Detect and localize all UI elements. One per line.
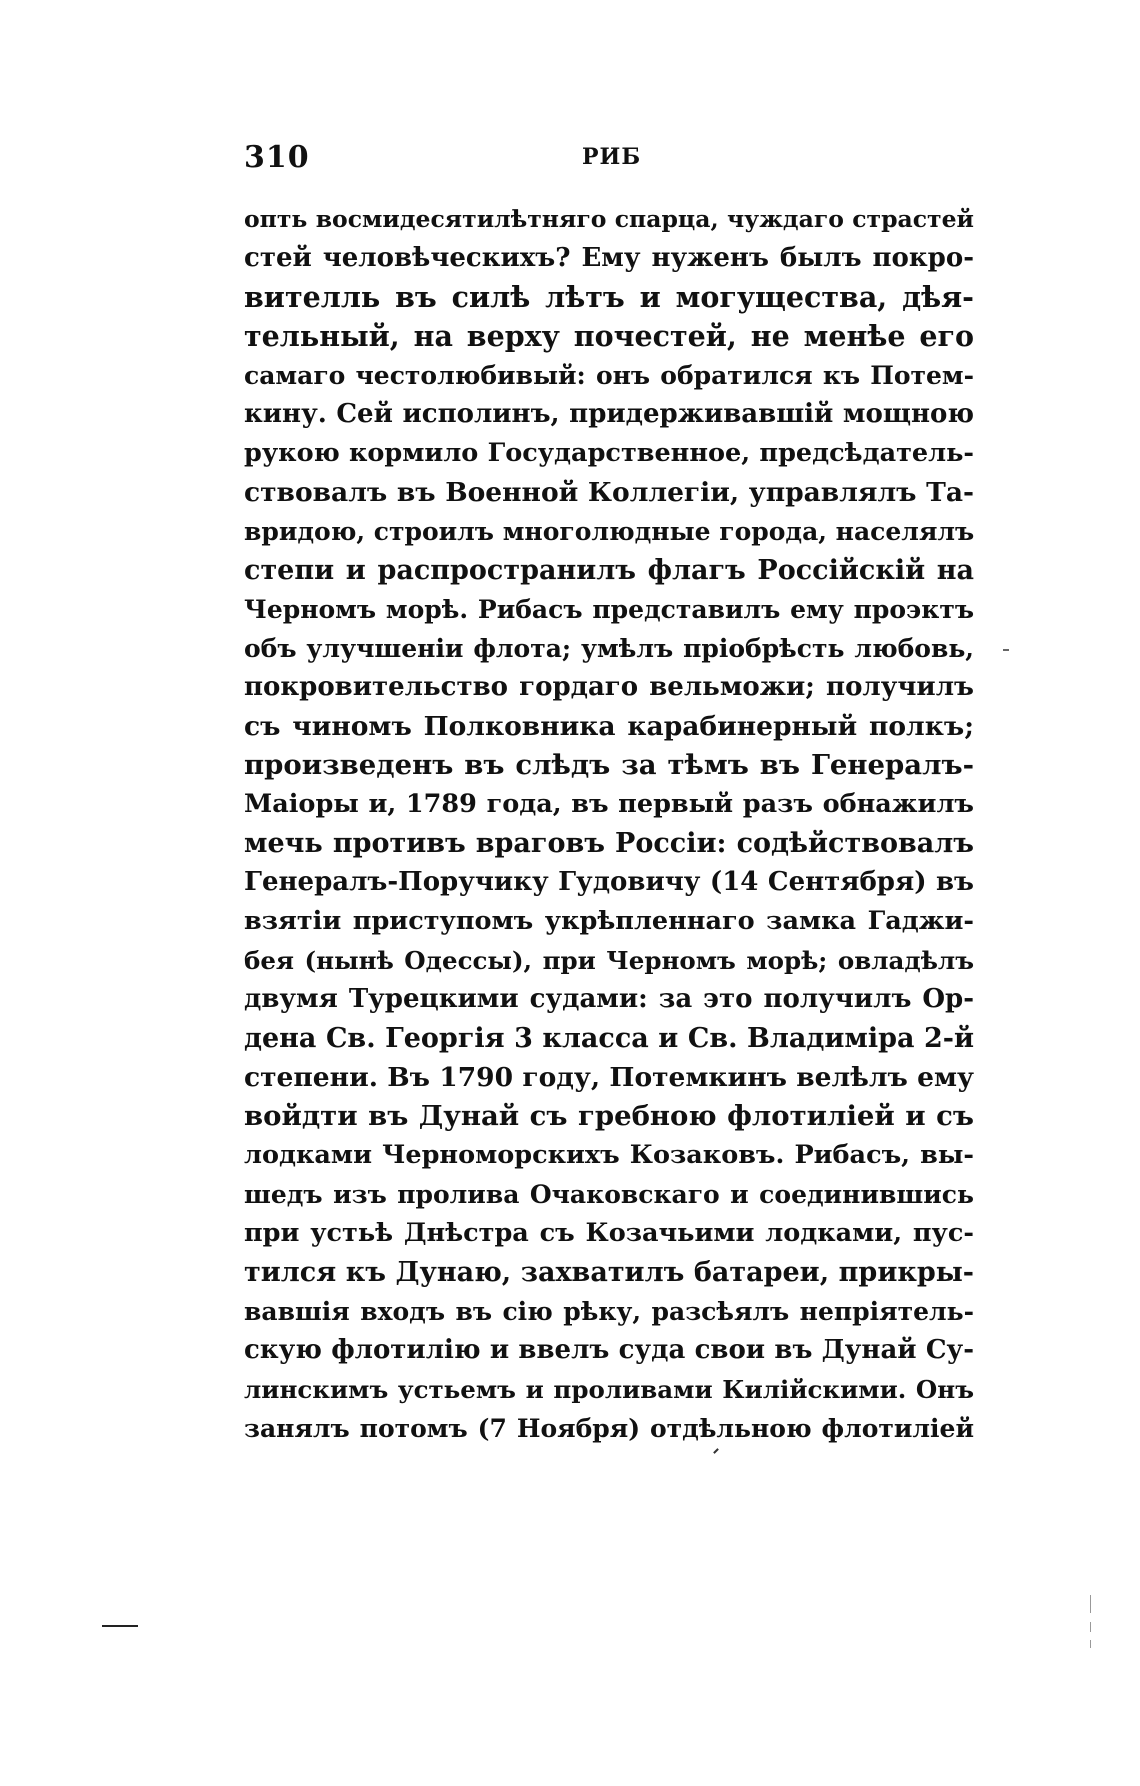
margin-dash [102,1625,138,1627]
ink-speck [713,1448,719,1454]
text-line: шедъ изъ пролива Очаковскаго и соединившись [244,1180,974,1209]
text-line: степени. Въ 1790 году, Потемкинъ велѣлъ ему [244,1062,974,1093]
running-head: РИБ [582,144,642,170]
text-line: при устьѣ Днѣстра съ Козачьими лодками, пус- [244,1218,974,1248]
scan-mark [1090,1640,1091,1648]
text-line: взятіи приступомъ укрѣпленнаго замка Гаджи- [244,906,974,936]
text-line: вавшія входъ въ сію рѣку, разсѣялъ непріятель- [244,1297,974,1326]
text-line: дена Св. Георгія 3 класса и Св. Владиміра 2-й [244,1023,974,1054]
text-line: скую флотилію и ввелъ суда свои въ Дунай Су- [244,1335,974,1365]
text-line: рукою кормило Государственное, предсѣдатель- [244,438,974,468]
text-line: мечь противъ враговъ Россіи: содѣйствовалъ [244,828,974,859]
text-line: кину. Сей исполинъ, придерживавшій мощною [244,399,974,429]
text-line: Черномъ морѣ. Рибасъ представилъ ему проэктъ [244,595,974,624]
page-number: 310 [244,140,310,175]
text-line: степи и распространилъ флагъ Россійскій на [244,555,974,586]
text-line: вридою, строилъ многолюдные города, населялъ [244,517,974,546]
text-line: лодками Черноморскихъ Козаковъ. Рибасъ, вы- [244,1140,974,1170]
text-line: Маіоры и, 1789 года, въ первый разъ обнажилъ [244,789,974,819]
text-line: тельный, на верху почестей, не менѣе его [244,319,974,353]
text-line: тился къ Дунаю, захватилъ батареи, прикры- [244,1257,974,1288]
text-line: войдти въ Дунай съ гребною флотиліей и съ [244,1100,974,1132]
text-line: стей человѣческихъ? Ему нуженъ былъ покро- [244,243,974,273]
text-line: ствовалъ въ Военной Коллегіи, управлялъ Та- [244,477,974,508]
text-line: покровительство гордаго вельможи; получилъ [244,672,974,702]
text-line: линскимъ устьемъ и проливами Килійскими. Онъ [244,1375,974,1404]
text-line: объ улучшеніи флота; умѣлъ пріобрѣсть любовь, [244,634,974,663]
text-line: бея (нынѣ Одессы), при Черномъ морѣ; овладѣлъ [244,946,974,975]
text-line: самаго честолюбивый: онъ обратился къ Потем- [244,361,974,390]
body-text [244,200,974,1448]
text-line: вителль въ силѣ лѣтъ и могущества, дѣя- [244,280,974,314]
ink-speck [1003,649,1009,651]
scan-mark [1090,1595,1091,1613]
text-line: двумя Турецкими судами: за это получилъ Ор- [244,984,974,1014]
text-line: произведенъ въ слѣдъ за тѣмъ въ Генералъ- [244,749,974,781]
text-line: Генералъ-Поручику Гудовичу (14 Сентября) въ [244,867,974,897]
text-line: съ чиномъ Полковника карабинерный полкъ; [244,711,974,742]
text-line: занялъ потомъ (7 Ноября) отдѣльною флотиліей [244,1414,974,1443]
page-header [244,140,974,180]
text-line: опть восмидесятилѣтняго спарца, чуждаго страстей [244,205,974,233]
scan-mark [1090,1622,1091,1632]
